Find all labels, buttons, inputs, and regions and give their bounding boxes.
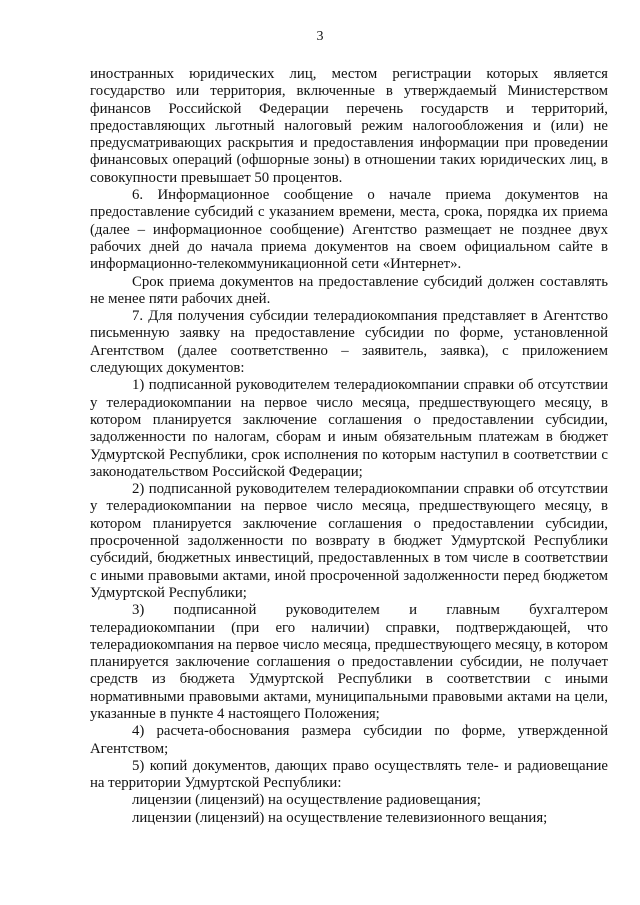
sub-item-tv-license: лицензии (лицензий) на осуществление телевизионного вещания; <box>132 809 548 826</box>
list-item-3: 3) подписанной руководителем и главным бухгалтером телерадиокомпании (при его наличии) справки, подтверждающей, что телерадиокомпания на первое число месяца, предшествующего месяцу, в котором планируется заключение соглашения о предоставлении субсидии, не получает средств из бюджета Удмуртской Республики в соответствии с иными нормативными правовыми актами, муниципальными правовыми актами на цели, указанные в пункте 4 настоящего Положения; <box>90 602 608 722</box>
document-body <box>90 66 608 827</box>
list-item-4: 4) расчета-обоснования размера субсидии по форме, утвержденной Агентством; <box>90 723 608 757</box>
list-item-5: 5) копий документов, дающих право осуществлять теле- и радиовещание на территории Удмуртской Республики: <box>90 757 608 792</box>
list-item-1: 1) подписанной руководителем телерадиокомпании справки об отсутствии у телерадиокомпании на первое число месяца, предшествующего месяцу, в котором планируется заключение соглашения о предоставлении субсидии, задолженности по налогам, сборам и иным обязательным платежам в бюджет Удмуртской Республики, срок исполнения по которым наступил в соответствии с законодательством Российской Федерации; <box>90 377 608 480</box>
paragraph-item-7: 7. Для получения субсидии телерадиокомпания представляет в Агентство письменную заявку на предоставление субсидии по форме, установленной Агентством (далее соответственно – заявитель, заявка), с приложением следующих документов: <box>90 308 608 377</box>
page-number: 3 <box>316 29 324 44</box>
paragraph-item-6: 6. Информационное сообщение о начале приема документов на предоставление субсидий с указанием времени, места, срока, порядка их приема (далее – информационное сообщение) Агентство размещает не позднее двух рабочих дней до начала приема документов на своем официальном сайте в информационно-телекоммуникационной сети «Интернет». <box>90 187 608 273</box>
paragraph-deadline: Срок приема документов на предоставление субсидий должен составлять не менее пяти рабочих дней. <box>90 273 608 307</box>
sub-item-radio-license: лицензии (лицензий) на осуществление радиовещания; <box>132 792 481 809</box>
list-item-2: 2) подписанной руководителем телерадиокомпании справки об отсутствии у телерадиокомпании на первое число месяца, предшествующего месяцу, в котором планируется заключение соглашения о предоставлении субсидии, просроченной задолженности по возврату в бюджет Удмуртской Республики субсидий, бюджетных инвестиций, предоставленных в том числе в соответствии с иными правовыми актами, иной просроченной задолженности перед бюджетом Удмуртской Республики; <box>90 481 608 601</box>
paragraph-continuation: иностранных юридических лиц, местом регистрации которых является государство или территория, включенные в утверждаемый Министерством финансов Российской Федерации перечень государств и территорий, предоставляющих льготный налоговый режим налогообложения и (или) не предусматривающих раскрытия и предоставления информации при проведении финансовых операций (офшорные зоны) в отношении таких юридических лиц, в совокупности превышает 50 процентов. <box>90 66 608 186</box>
